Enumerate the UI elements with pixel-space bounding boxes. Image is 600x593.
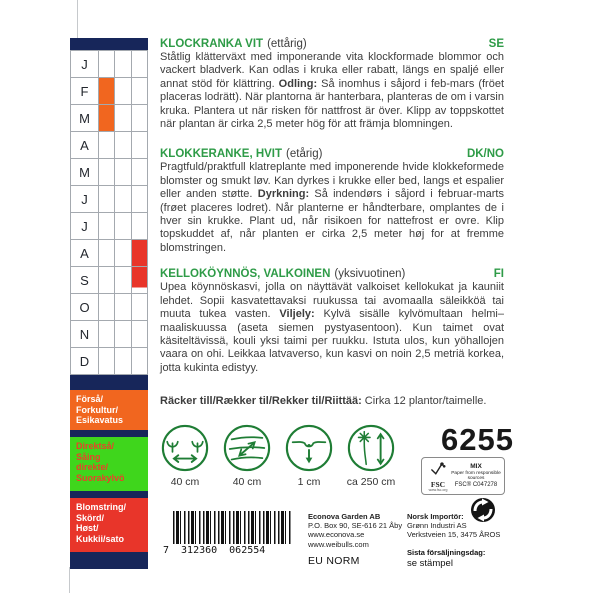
legend-line: Suorakylvö	[76, 472, 125, 483]
language-tag-se: SE	[488, 38, 504, 50]
green-dot-recycling-icon	[470, 497, 496, 523]
product-number: 6255	[441, 422, 514, 457]
keyword-viljely: Viljely:	[279, 308, 315, 321]
description-text: Upea köynnöskasvi, jolla on näyttävät valkoiset kellokukat ja kauniit lehdet. Sopii kasvatettavaksi ruukussa tai avomaalla säleikköä tai muuta tukea vasten.	[160, 281, 504, 321]
importer-name: Grønn Industri AS	[407, 521, 467, 531]
calendar-cell	[132, 132, 148, 159]
calendar-cell	[99, 186, 115, 213]
section-title-group	[160, 148, 322, 161]
calendar-month-label: D	[71, 348, 99, 375]
sowing-calendar-strip	[70, 38, 148, 569]
calendar-cell	[115, 105, 131, 132]
calendar-cell	[132, 348, 148, 375]
calendar-cell	[115, 159, 131, 186]
legend-line: Såing	[76, 451, 101, 462]
calendar-cell	[99, 294, 115, 321]
publisher-address-block	[308, 512, 403, 566]
description-text: Pragtfuld/praktfull klatreplante med imponerende hvide klokkeformede blomster og smukt løv. Kan dyrkes i krukke eller bed, langs et espalier eller anden støtte.	[160, 161, 504, 201]
row-spacing-value: 40 cm	[232, 476, 262, 489]
fsc-mix-text: MIX	[470, 462, 482, 470]
calendar-cell	[115, 321, 131, 348]
calendar-cell	[132, 294, 148, 321]
section-title-group	[160, 268, 405, 281]
sowing-depth-icon	[284, 423, 334, 473]
description-text: Kylvä sisälle kylvömultaan helmi–maaliskuussa (aseta siemen pystyasentoon). Kun taimet ovat käsiteltävissä, kouli yksi taimi per ruukku. Istuta ulos, kun yöhallojen vaara on ohi. Leikkaa latvaverso, kun kasvi on noin 2,5 metriä korkea, jotta kukinta edistyy.	[160, 308, 504, 374]
section-danish-norwegian	[160, 148, 504, 255]
calendar-cell	[99, 159, 115, 186]
calendar-cell	[115, 240, 131, 267]
calendar-cell	[99, 321, 115, 348]
legend-line: Forkultur/	[76, 404, 118, 415]
publisher-address: P.O. Box 90, SE-616 21 Åby	[308, 521, 403, 531]
calendar-top-bar	[70, 38, 148, 50]
plant-qualifier-dkno: (etårig)	[286, 148, 323, 161]
last-sale-block	[407, 547, 507, 569]
barcode-bars	[173, 511, 291, 544]
calendar-cell	[132, 213, 148, 240]
calendar-cell	[115, 213, 131, 240]
yield-info-line	[160, 395, 504, 408]
calendar-cell	[99, 213, 115, 240]
calendar-cell	[115, 78, 131, 105]
plant-qualifier-fi: (yksivuotinen)	[334, 268, 406, 281]
sowing-depth-value: 1 cm	[297, 476, 321, 489]
importer-label: Norsk Importör:	[407, 512, 464, 521]
barcode-digit-group: 062554	[229, 545, 266, 556]
plant-name-fi: KELLOKÖYNNÖS, VALKOINEN	[160, 268, 331, 281]
yield-value: Cirka 12 plantor/taimelle.	[361, 395, 487, 408]
sowing-depth-item	[284, 423, 334, 488]
plant-name-dkno: KLOKKERANKE, HVIT	[160, 148, 283, 161]
calendar-cell	[99, 348, 115, 375]
plant-qualifier-sv: (ettårig)	[267, 38, 307, 50]
section-title-group	[160, 38, 307, 51]
fsc-brand-text: FSC	[430, 479, 446, 489]
legend-line: Esikavatus	[76, 415, 124, 425]
fsc-logo-block	[425, 461, 451, 492]
publisher-web1: www.econova.se	[308, 530, 365, 540]
calendar-month-label: M	[71, 159, 99, 186]
legend-line: Blomstring/	[76, 502, 127, 512]
importer-address: Verkstveien 15, 3475 ÅROS	[407, 530, 501, 540]
ean-barcode	[163, 511, 295, 556]
plant-spacing-icon	[160, 423, 210, 473]
calendar-cell	[132, 105, 148, 132]
section-header	[160, 38, 504, 51]
row-spacing-item	[222, 423, 272, 488]
section-swedish	[160, 38, 504, 131]
calendar-cell	[99, 267, 115, 294]
calendar-cell	[99, 51, 115, 78]
legend-direct-sow	[70, 437, 148, 491]
calendar-cell	[132, 51, 148, 78]
main-text-column	[160, 38, 504, 488]
calendar-month-label: S	[71, 267, 99, 294]
legend-flowering	[70, 498, 148, 552]
keyword-odling: Odling:	[278, 77, 318, 90]
legend-line: direkte/	[76, 462, 109, 472]
calendar-month-label: F	[71, 78, 99, 105]
description-sv	[160, 51, 504, 131]
section-finnish	[160, 268, 504, 375]
calendar-cell-flowering	[132, 267, 148, 294]
plant-height-item	[346, 423, 396, 488]
sowing-calendar-grid	[70, 50, 148, 375]
fsc-tree-check-icon	[430, 461, 446, 476]
section-header	[160, 268, 504, 281]
legend-line: Skörd/	[76, 512, 105, 523]
last-sale-value: se stämpel	[407, 557, 453, 569]
calendar-month-label: O	[71, 294, 99, 321]
plant-height-value: ca 250 cm	[346, 476, 396, 489]
fsc-label	[421, 457, 505, 495]
publisher-web2: www.weibulls.com	[308, 539, 369, 549]
calendar-month-label: A	[71, 240, 99, 267]
last-sale-label: Sista försäljningsdag:	[407, 547, 486, 557]
legend-line: Direktså/	[76, 441, 115, 451]
calendar-cell	[115, 186, 131, 213]
calendar-cell	[132, 78, 148, 105]
fsc-claim-text: Paper from responsible sources	[451, 470, 501, 481]
calendar-month-label: A	[71, 132, 99, 159]
calendar-month-label: J	[71, 213, 99, 240]
publisher-name: Econova Garden AB	[308, 512, 381, 521]
row-spacing-icon	[222, 423, 272, 473]
calendar-cell	[115, 294, 131, 321]
calendar-cell-flowering	[132, 240, 148, 267]
calendar-cell	[115, 348, 131, 375]
barcode-digits	[163, 545, 295, 556]
calendar-cell	[115, 51, 131, 78]
legend-line: Høst/	[76, 523, 99, 533]
fsc-license-code: FSC® C047278	[454, 482, 498, 489]
plant-name-sv: KLOCKRANKA VIT	[160, 38, 264, 50]
calendar-cell-sow-indoors	[99, 105, 115, 132]
calendar-month-label: M	[71, 105, 99, 132]
calendar-cell	[99, 240, 115, 267]
calendar-legend	[70, 375, 148, 569]
description-dkno	[160, 161, 504, 255]
eu-norm-text: EU NORM	[308, 554, 360, 567]
calendar-month-label: J	[71, 186, 99, 213]
language-tag-fi: FI	[493, 268, 504, 281]
calendar-cell	[99, 132, 115, 159]
calendar-cell	[132, 186, 148, 213]
calendar-cell	[115, 132, 131, 159]
keyword-dyrkning: Dyrkning:	[257, 188, 310, 201]
calendar-month-label: J	[71, 51, 99, 78]
calendar-cell	[115, 267, 131, 294]
description-text: Så indendørs i såjord i februar-marts (frøet placeres lodret). Når planterne er håndterbare, omplantes de i hver sin krukke. Plant ud, når risikoen for nattefrost er ovre. Klip topskuddet af, når planten er cirka 2,5 meter høj for at fremme blomstringen.	[160, 188, 504, 254]
fsc-claim-block	[451, 463, 501, 490]
fold-line-bottom	[69, 567, 70, 593]
description-text: Så inomhus i såjord i feb-mars (fröet placeras lodrätt). När plantorna är hanterbara, planteras de om i varsin kruka. Plantera ut när risken för nattfrost är över. Klipp av toppskottet när plantan är cirka 2,5 meter hög för att främja blomningen.	[160, 77, 505, 131]
fold-line-top	[77, 0, 78, 38]
language-tag-dkno: DK/NO	[466, 148, 504, 161]
calendar-cell	[132, 159, 148, 186]
calendar-cell	[132, 321, 148, 348]
barcode-digit-group: 312360	[181, 545, 218, 556]
description-fi	[160, 281, 504, 375]
fsc-url-text: www.fsc.org	[428, 487, 448, 492]
plant-spacing-item	[160, 423, 210, 488]
plant-height-icon	[346, 423, 396, 473]
section-header	[160, 148, 504, 161]
yield-label: Räcker till/Rækker til/Rekker til/Riittää:	[160, 395, 362, 408]
legend-line: Kukkii/sato	[76, 533, 125, 544]
legend-sow-indoors	[70, 390, 148, 430]
description-text: Ståtlig klätterväxt med imponerande vita klockformade blommor och vackert bladverk. Kan odlas i kruka eller rabatt, längs en spaljé eller annat stöd för klättring.	[160, 51, 504, 90]
calendar-cell-sow-indoors	[99, 78, 115, 105]
plant-spacing-value: 40 cm	[170, 476, 200, 489]
calendar-month-label: N	[71, 321, 99, 348]
legend-line: Förså/	[76, 394, 104, 404]
barcode-digit-group: 7	[163, 545, 170, 556]
